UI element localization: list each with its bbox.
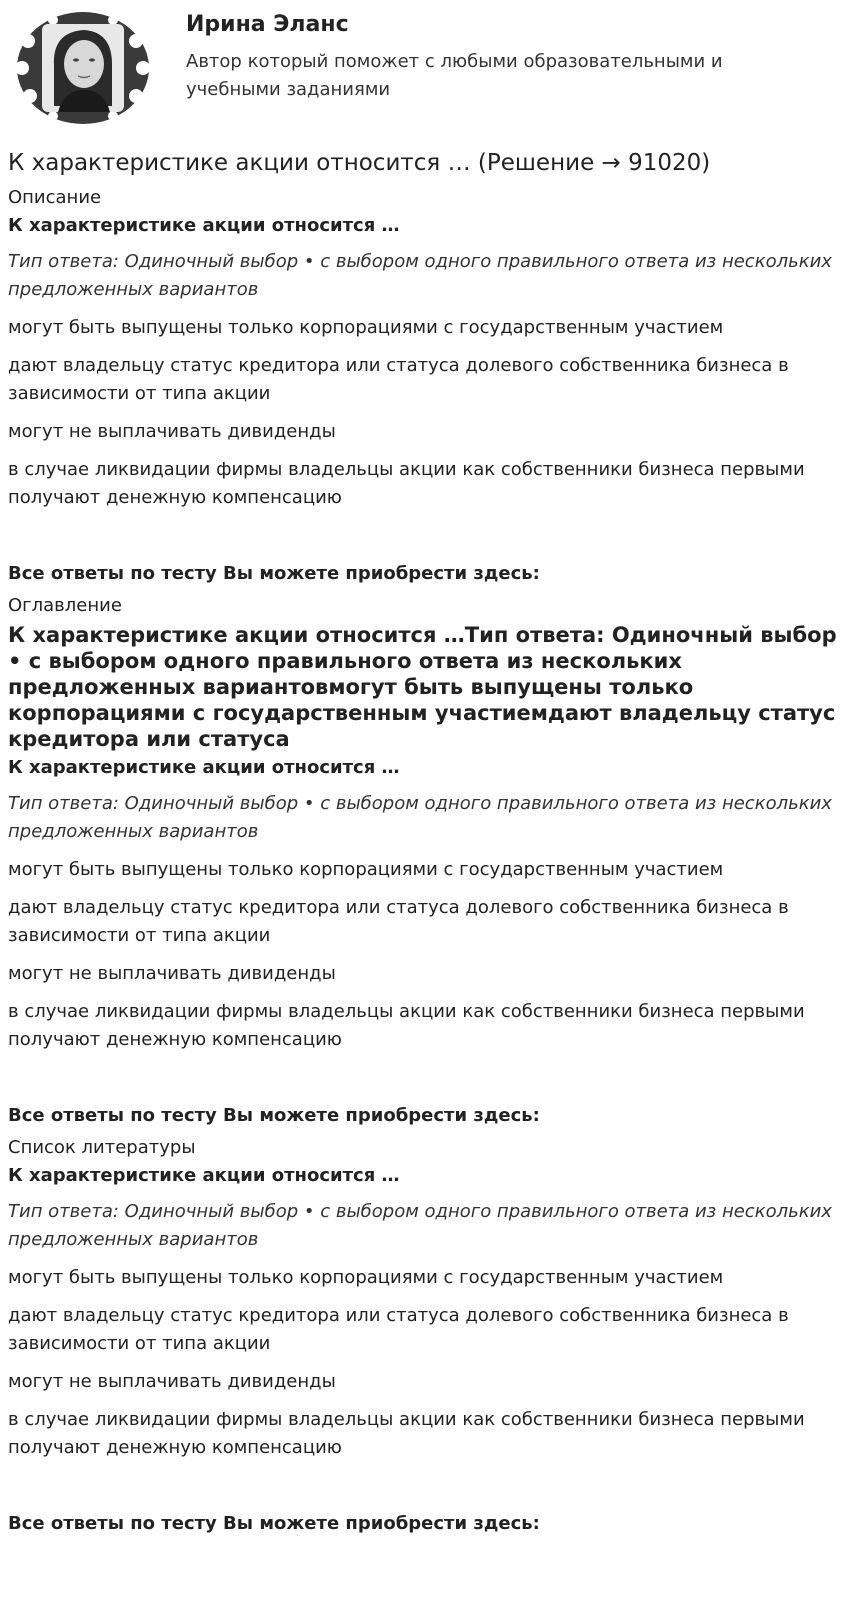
question-title: К характеристике акции относится … bbox=[8, 757, 400, 778]
answer-option: могут быть выпущены только корпорациями с государственным участием bbox=[8, 317, 724, 338]
buy-answers-text: Все ответы по тесту Вы можете приобрести здесь: bbox=[8, 563, 540, 584]
author-avatar bbox=[8, 6, 158, 130]
toc-heading: К характеристике акции относится …Тип ответа: Одиночный выбор • с выбором одного правильного ответа из нескольких предложенных вариантовмогут быть выпущены только корпорациями с государственным участиемдают владельцу статус кредитора или статуса bbox=[8, 623, 837, 751]
answer-option: могут быть выпущены только корпорациями с государственным участием bbox=[8, 859, 724, 880]
answer-option: могут не выплачивать дивиденды bbox=[8, 421, 336, 442]
section-label-literature: Список литературы bbox=[8, 1137, 196, 1158]
answer-option: могут быть выпущены только корпорациями с государственным участием bbox=[8, 1267, 724, 1288]
author-description: Автор который поможет с любыми образовательными и учебными заданиями bbox=[186, 51, 723, 100]
description-section bbox=[8, 186, 839, 586]
answer-option: в случае ликвидации фирмы владельцы акции как собственники бизнеса первыми получают денежную компенсацию bbox=[8, 1409, 805, 1458]
page-title: К характеристике акции относится … (Решение → 91020) bbox=[8, 150, 711, 176]
answer-option: могут не выплачивать дивиденды bbox=[8, 1371, 336, 1392]
answer-type: Тип ответа: Одиночный выбор • с выбором одного правильного ответа из нескольких предложенных вариантов bbox=[8, 1201, 832, 1250]
answer-option: дают владельцу статус кредитора или статуса долевого собственника бизнеса в зависимости от типа акции bbox=[8, 1305, 789, 1354]
author-name: Ирина Эланс bbox=[186, 12, 349, 37]
question-title: К характеристике акции относится … bbox=[8, 1165, 400, 1186]
answer-option: дают владельцу статус кредитора или статуса долевого собственника бизнеса в зависимости от типа акции bbox=[8, 897, 789, 946]
buy-answers-text: Все ответы по тесту Вы можете приобрести здесь: bbox=[8, 1513, 540, 1534]
section-label-toc: Оглавление bbox=[8, 595, 122, 616]
answer-type: Тип ответа: Одиночный выбор • с выбором одного правильного ответа из нескольких предложенных вариантов bbox=[8, 251, 832, 300]
toc-section bbox=[8, 594, 839, 1128]
answer-option: могут не выплачивать дивиденды bbox=[8, 963, 336, 984]
literature-section bbox=[8, 1136, 839, 1536]
section-label-description: Описание bbox=[8, 187, 102, 208]
answer-option: в случае ликвидации фирмы владельцы акции как собственники бизнеса первыми получают денежную компенсацию bbox=[8, 459, 805, 508]
buy-answers-text: Все ответы по тесту Вы можете приобрести здесь: bbox=[8, 1105, 540, 1126]
answer-type: Тип ответа: Одиночный выбор • с выбором одного правильного ответа из нескольких предложенных вариантов bbox=[8, 793, 832, 842]
answer-option: в случае ликвидации фирмы владельцы акции как собственники бизнеса первыми получают денежную компенсацию bbox=[8, 1001, 805, 1050]
answer-option: дают владельцу статус кредитора или статуса долевого собственника бизнеса в зависимости от типа акции bbox=[8, 355, 789, 404]
author-card bbox=[8, 0, 839, 138]
question-title: К характеристике акции относится … bbox=[8, 215, 400, 236]
